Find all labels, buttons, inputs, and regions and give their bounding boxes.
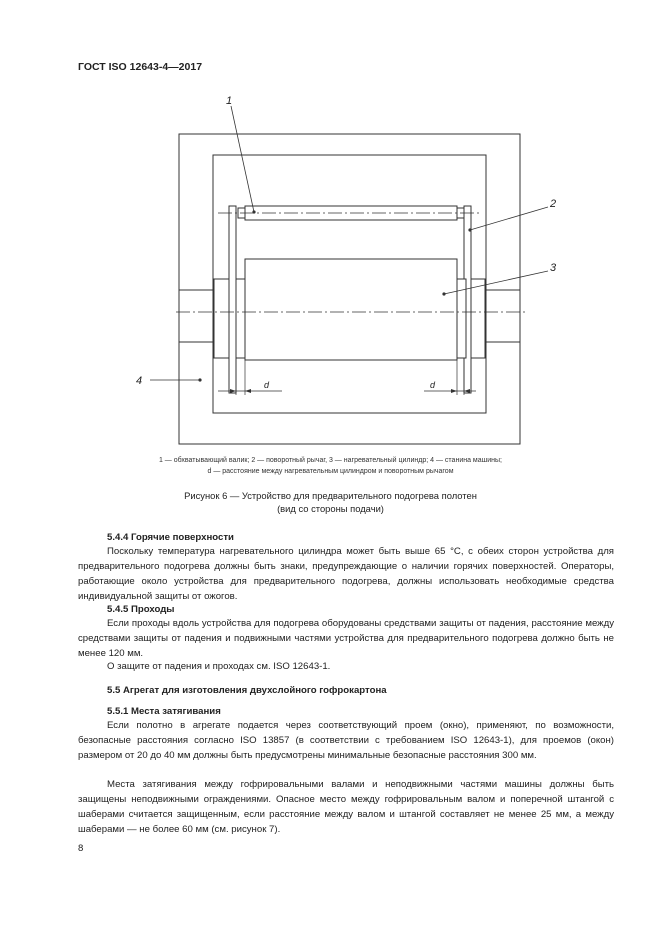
figure-6-drawing (0, 0, 661, 460)
page-number: 8 (78, 843, 84, 854)
callout-3: 3 (550, 262, 557, 274)
section-5-4-5-heading: 5.4.5 Проходы (107, 604, 175, 615)
figure-caption: Рисунок 6 — Устройство для предварительного подогрева полотен (184, 490, 477, 501)
dimension-d-left: d (264, 380, 270, 390)
section-5-4-5-text-2: О защите от падения и проходах см. ISO 12643-1. (107, 661, 331, 672)
callout-1: 1 (226, 95, 233, 107)
figure-caption-subtitle: (вид со стороны подачи) (277, 503, 384, 514)
callout-2: 2 (550, 198, 557, 210)
figure-legend-line-1: 1 — обхватывающий валик; 2 — поворотный рычаг, 3 — нагревательный цилиндр; 4 — станина машины; (158, 457, 503, 464)
heating-cylinder (245, 259, 457, 360)
section-5-5-heading: 5.5 Агрегат для изготовления двухслойного гофрокартона (107, 685, 387, 696)
figure-legend-line-2: d — расстояние между нагревательным цилиндром и поворотным рычагом (207, 468, 454, 475)
section-5-4-4-heading: 5.4.4 Горячие поверхности (107, 532, 234, 543)
section-5-5-1-text: Если полотно в агрегате подается через соответствующий проем (окно), применяют, по возможности, безопасные расстояния согласно ISO 13857 (в соответствии с требованием ISO 12643-1), для проемов (окон) размером от 20 до 40 мм должны быть предусмотрены минимальные безопасные расстояния 300 мм. (78, 720, 614, 761)
section-5-4-5-text: Если проходы вдоль устройства для подогрева оборудованы средствами защиты от падения, расстояние между средствами защиты от падения и подвижными частями устройства для предварительного подогрева должно быть не менее 120 мм. (78, 618, 614, 659)
section-5-5-1-heading: 5.5.1 Места затягивания (107, 706, 221, 717)
dimension-d-right: d (430, 380, 436, 390)
swing-arm-left (229, 206, 236, 393)
section-5-4-4-text: Поскольку температура нагревательного цилиндра может быть выше 65 °С, с обеих сторон устройства для предварительного подогрева должны быть знаки, предупреждающие о наличии горячих поверхностей. Операторы, работающие около устройства для предварительного подогрева, должны использовать необходимые средства индивидуальной защиты от ожогов. (78, 546, 614, 602)
section-5-5-1-text-2: Места затягивания между гофрировальными валами и неподвижными частями машины должны быть защищены неподвижными ограждениями. Опасное место между гофрировальным валом и поперечной штангой с шаберами считается защищенным, если расстояние между валом и штангой составляет не менее 25 мм, а между шаберами — не более 60 мм (см. рисунок 7). (78, 779, 614, 835)
document-header: ГОСТ ISO 12643-4—2017 (78, 61, 203, 73)
callout-4: 4 (136, 375, 143, 387)
